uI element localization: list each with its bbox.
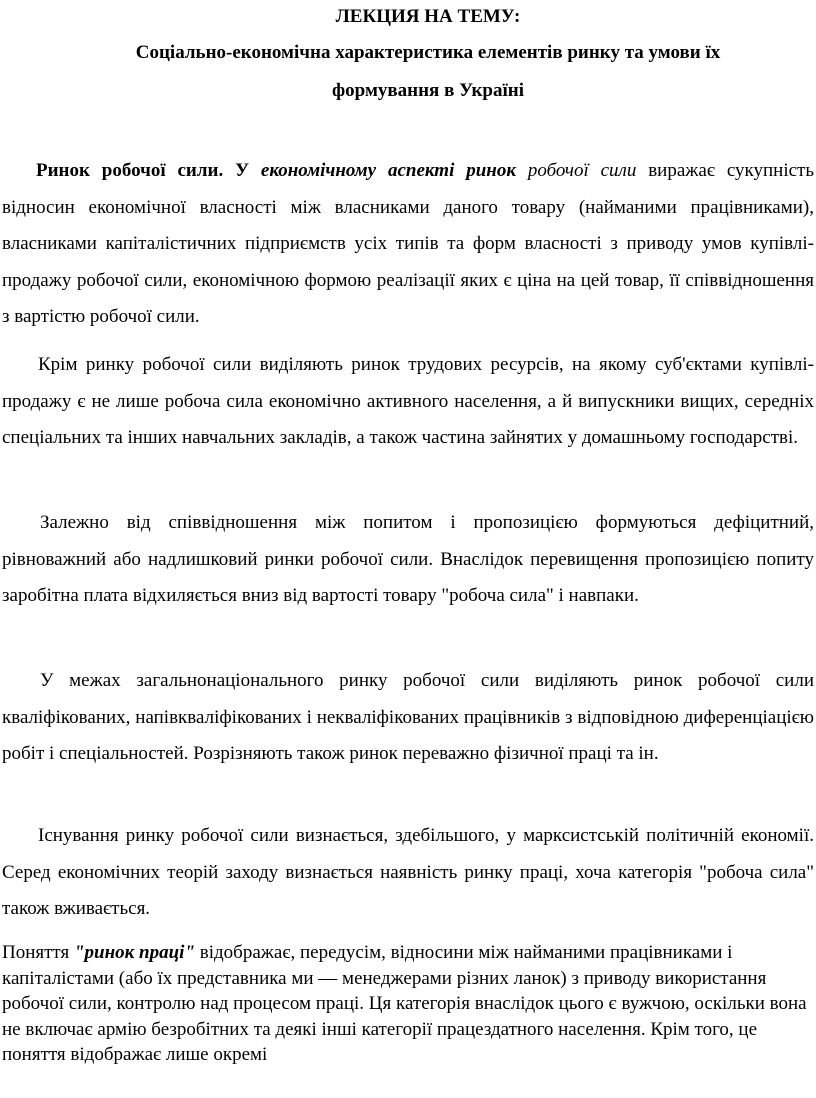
- paragraph-body: відображає, передусім, відносини між найманими працівниками і капіталістами (або їх представника ми — менеджерами різних ланок) з приводу використання робочої сили, контролю над процесом праці. Ця категорія внаслідок цього є вужчою, оскільки вона не включає армію безробітних та деякі інші категорії працездатного населення. Крім того, це поняття відображає лише окремі: [2, 942, 807, 1065]
- spacer-text: [516, 160, 528, 181]
- lecture-label: ЛЕКЦИЯ НА ТЕМУ:: [335, 6, 521, 27]
- paragraph-lead: Поняття: [2, 942, 74, 963]
- emphasis-text: "ринок праці": [73, 942, 195, 963]
- paragraph-labor-market: [2, 153, 814, 336]
- document-title-line-1: Соціально-економічна характеристика елементів ринку та умови їх: [135, 42, 721, 63]
- paragraph-body: виражає сукупність відносин економічної власності між власниками даного товару (найманими працівниками), власниками капіталістичних підприємств усіх типів та форм власності з приводу умов купівлі-продажу робочої сили, економічною формою реалізації яких є ціна на цей товар, її співвідношення з вартістю робочої сили.: [2, 160, 815, 327]
- paragraph-labor-resources: Крім ринку робочої сили виділяють ринок трудових ресурсів, на якому суб'єктами купівлі-продажу є не лише робоча сила економічно активного населення, а й випускники вищих, середніх спеціальних та інших навчальних закладів, а також частина зайнятих у домашньому господарстві.: [2, 354, 814, 448]
- document-title-line-2: формування в Україні: [332, 80, 524, 101]
- paragraph-labor-market-concept: [2, 940, 814, 1068]
- emphasis-text: економічному аспекті ринок: [260, 160, 516, 181]
- italic-text: робочої сили: [527, 160, 637, 181]
- paragraph-marxist-economy: Існування ринку робочої сили визнається, здебільшого, у марксистській політичній економії. Серед економічних теорій заходу визнається наявність ринку праці, хоча категорія "робоча сила" також вживається.: [2, 825, 814, 919]
- paragraph-supply-demand: Залежно від співвідношення між попитом і пропозицією формуються дефіцитний, рівноважний або надлишковий ринки робочої сили. Внаслідок перевищення пропозицією попиту заробітна плата відхиляється вниз від вартості товару "робоча сила" і навпаки.: [2, 512, 814, 606]
- paragraph-heading: Ринок робочої сили.: [36, 160, 224, 181]
- paragraph-lead: У: [223, 160, 261, 181]
- paragraph-national-market: У межах загальнонаціонального ринку робочої сили виділяють ринок робочої сили кваліфікованих, напівкваліфікованих і некваліфікованих працівників з відповідною диференціацією робіт і спеціальностей. Розрізняють також ринок переважно фізичної праці та ін.: [2, 670, 814, 764]
